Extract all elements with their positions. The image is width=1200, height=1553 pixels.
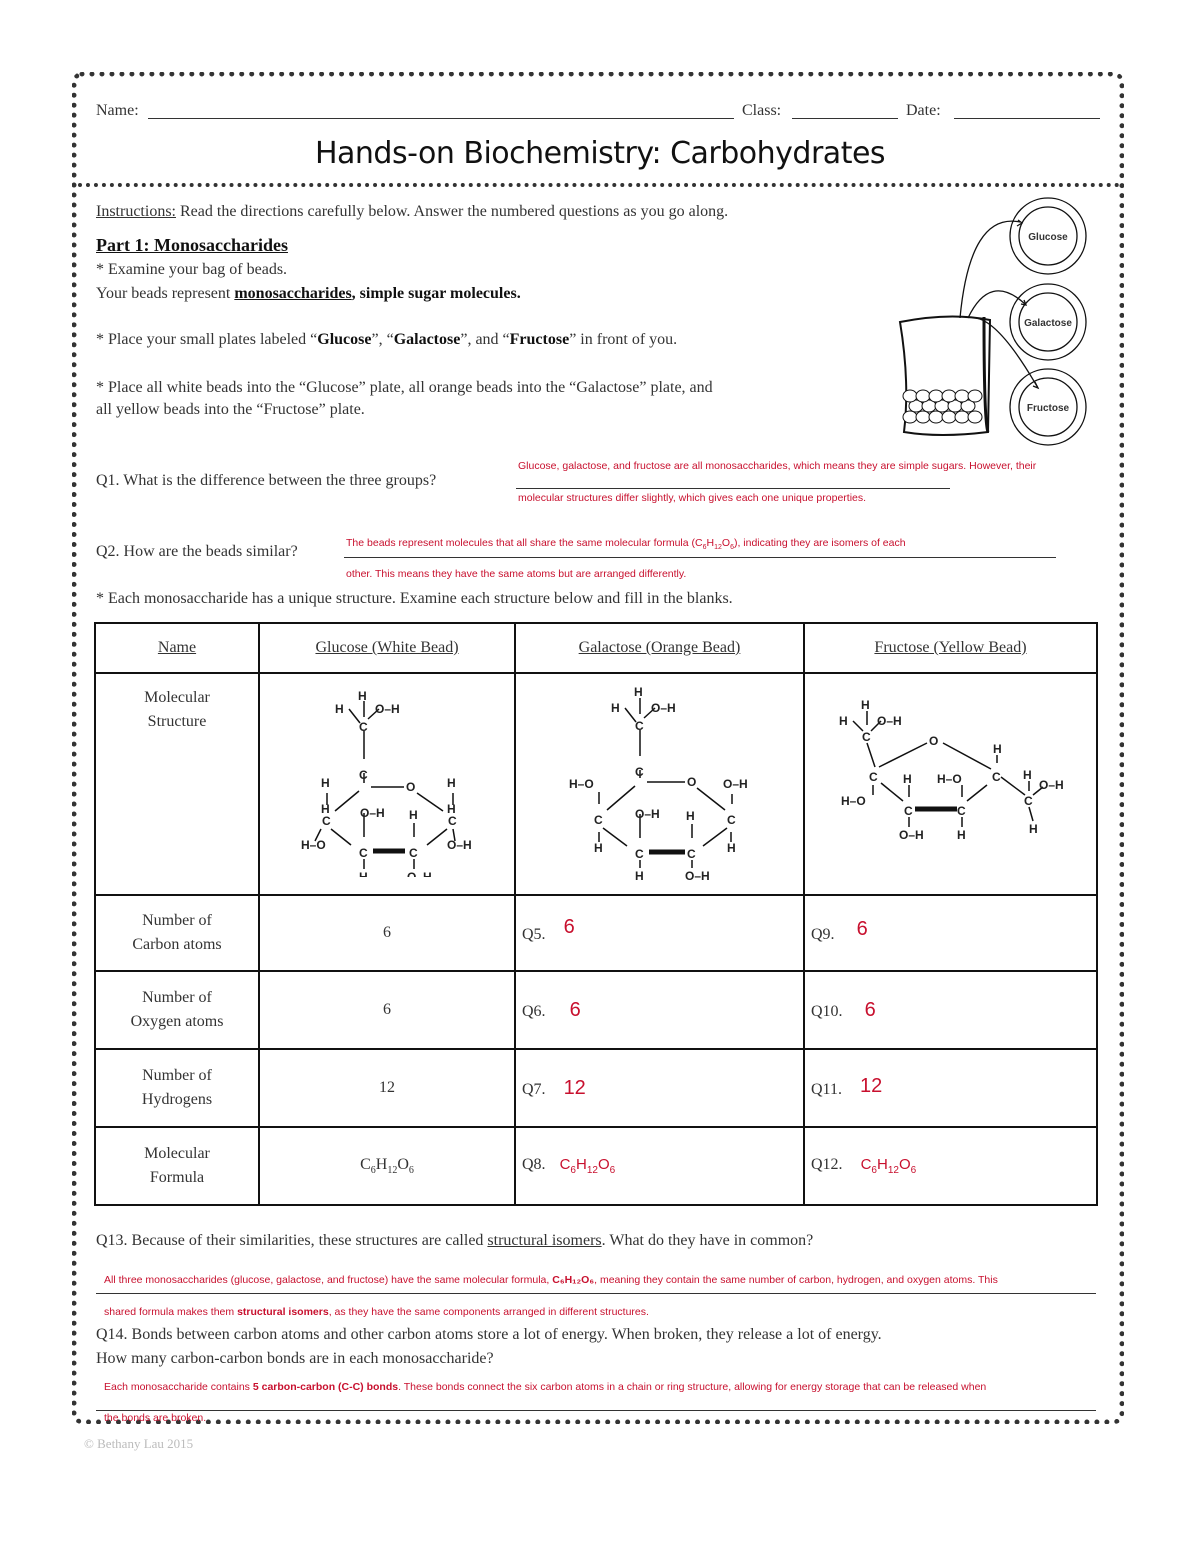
class-label: Class: bbox=[742, 102, 782, 119]
q13-a1-post: , meaning they contain the same number of carbon, hydrogen, and oxygen atoms. This bbox=[594, 1274, 998, 1286]
table-row-formula bbox=[95, 1127, 1097, 1205]
header-name: Name bbox=[157, 639, 197, 656]
gf-c: C bbox=[360, 1155, 371, 1173]
part1-line1: * Examine your bag of beads. bbox=[96, 261, 288, 278]
svg-text:O–H: O–H bbox=[876, 713, 902, 728]
q13-answer-line[interactable] bbox=[96, 1293, 1096, 1294]
row-label-hydrogen-1: Number of bbox=[142, 1067, 212, 1084]
q8-label: Q8. bbox=[522, 1156, 546, 1173]
q1-answer-line1: Glucose, galactose, and fructose are all monosaccharides, which means they are simple sugars. However, their bbox=[518, 460, 1037, 472]
svg-text:C: C bbox=[956, 803, 966, 818]
svg-text:H: H bbox=[610, 700, 620, 715]
svg-text:C: C bbox=[726, 812, 736, 827]
header-fructose: Fructose (Yellow Bead) bbox=[874, 639, 1027, 656]
svg-text:O: O bbox=[928, 733, 938, 748]
glucose-formula bbox=[259, 1127, 515, 1205]
svg-text:H: H bbox=[685, 808, 695, 823]
svg-text:H–O: H–O bbox=[936, 771, 962, 786]
q12-c: C bbox=[860, 1156, 872, 1173]
svg-text:H: H bbox=[1022, 767, 1032, 782]
row-label-formula-2: Formula bbox=[149, 1169, 205, 1186]
gf-12: 12 bbox=[387, 1165, 398, 1177]
instructions-label: Instructions: bbox=[96, 203, 176, 220]
svg-text:H: H bbox=[860, 697, 870, 712]
q8-h: H bbox=[575, 1156, 587, 1173]
svg-text:C: C bbox=[359, 767, 368, 782]
bag-and-plates-figure bbox=[880, 192, 1105, 454]
part1-heading: Part 1: Monosaccharides bbox=[96, 235, 288, 255]
q13-term: structural isomers bbox=[487, 1232, 602, 1249]
svg-text:H: H bbox=[902, 771, 912, 786]
q8-6b: 6 bbox=[609, 1165, 616, 1176]
svg-text:H: H bbox=[634, 868, 644, 882]
svg-text:C: C bbox=[991, 769, 1001, 784]
q12-o: O bbox=[898, 1156, 911, 1173]
svg-text:H: H bbox=[992, 741, 1002, 756]
q8-6: 6 bbox=[570, 1165, 576, 1176]
q2-ans-post: ), indicating they are isomers of each bbox=[733, 537, 906, 549]
svg-text:C: C bbox=[634, 846, 644, 861]
row-label-carbon-1: Number of bbox=[142, 912, 212, 929]
table-row-hydrogen bbox=[95, 1049, 1097, 1127]
header-galactose: Galactose (Orange Bead) bbox=[578, 639, 741, 656]
q14-a1-post: . These bonds connect the six carbon atoms in a chain or ring structure, allowing for energy storage that can be released when bbox=[398, 1381, 987, 1393]
q2-answer-line[interactable] bbox=[344, 557, 1056, 558]
table-header-row bbox=[95, 623, 1097, 673]
class-field[interactable] bbox=[792, 118, 898, 119]
svg-text:H: H bbox=[409, 807, 418, 822]
gf-h: H bbox=[375, 1155, 388, 1173]
row-label-formula-1: Molecular bbox=[144, 1145, 210, 1162]
q13-a2-term: structural isomers bbox=[237, 1306, 329, 1318]
svg-text:O–H: O–H bbox=[684, 868, 710, 882]
svg-text:H: H bbox=[838, 713, 848, 728]
part1-line4a: * Place all white beads into the “Glucose” plate, all orange beads into the “Galactose” plate, and bbox=[96, 379, 713, 396]
svg-text:O–H: O–H bbox=[407, 869, 432, 877]
svg-text:C: C bbox=[593, 812, 603, 827]
glucose-hydrogen: 12 bbox=[259, 1049, 515, 1127]
line2-term: monosaccharides bbox=[234, 285, 352, 302]
svg-text:O–H: O–H bbox=[447, 837, 472, 852]
q11-label: Q11. bbox=[811, 1080, 842, 1098]
q1-question: Q1. What is the difference between the three groups? bbox=[96, 472, 437, 489]
svg-text:H: H bbox=[633, 684, 643, 699]
q6-label: Q6. bbox=[522, 1002, 546, 1020]
page-title: Hands-on Biochemistry: Carbohydrates bbox=[314, 136, 886, 171]
q12-answer[interactable] bbox=[860, 1156, 917, 1176]
svg-text:C: C bbox=[686, 846, 696, 861]
line3-galactose: Galactose bbox=[393, 331, 461, 348]
svg-text:H: H bbox=[726, 840, 736, 855]
table-row-oxygen bbox=[95, 971, 1097, 1049]
svg-text:O–H: O–H bbox=[898, 827, 924, 842]
svg-text:O–H: O–H bbox=[1038, 777, 1064, 792]
svg-text:H: H bbox=[335, 701, 344, 716]
monosaccharide-table bbox=[94, 622, 1098, 1206]
date-label: Date: bbox=[906, 102, 941, 119]
q13-pre: Q13. Because of their similarities, these structures are called bbox=[96, 1232, 488, 1249]
glucose-structure-cell bbox=[259, 673, 515, 895]
line3-fructose: Fructose bbox=[509, 331, 570, 348]
q12-6b: 6 bbox=[910, 1165, 917, 1176]
q2-answer-line1 bbox=[346, 537, 906, 551]
q14-answer-line1 bbox=[104, 1381, 986, 1393]
svg-text:H–O: H–O bbox=[301, 837, 326, 852]
q2-ans-pre: The beads represent molecules that all share the same molecular formula (C bbox=[346, 537, 703, 549]
instructions-text: Read the directions carefully below. Answer the numbered questions as you go along. bbox=[176, 203, 729, 220]
svg-text:O–H: O–H bbox=[360, 805, 385, 820]
q12-h: H bbox=[876, 1156, 888, 1173]
svg-text:O–H: O–H bbox=[722, 776, 748, 791]
line3-d: ” in front of you. bbox=[569, 331, 678, 348]
copyright: © Bethany Lau 2015 bbox=[84, 1436, 194, 1451]
q2-sub6b: 6 bbox=[730, 544, 734, 552]
q13-post: . What do they have in common? bbox=[601, 1232, 814, 1249]
gf-6b: 6 bbox=[408, 1165, 414, 1177]
svg-text:C: C bbox=[861, 729, 871, 744]
part1-line2 bbox=[96, 285, 521, 303]
q1-answer-line2: molecular structures differ slightly, which gives each one unique properties. bbox=[518, 492, 867, 504]
q8-12: 12 bbox=[586, 1165, 598, 1176]
row-label-oxygen-1: Number of bbox=[142, 989, 212, 1006]
fructose-structure bbox=[821, 697, 1081, 867]
structure-note: * Each monosaccharide has a unique structure. Examine each structure below and fill in the blanks. bbox=[96, 590, 733, 607]
q14-a1-term: 5 carbon-carbon (C-C) bonds bbox=[252, 1381, 399, 1393]
q2-ans-o: O bbox=[721, 537, 731, 549]
svg-text:H: H bbox=[956, 827, 966, 842]
q2-question: Q2. How are the beads similar? bbox=[96, 543, 298, 560]
part1-line3 bbox=[96, 331, 677, 349]
q12-6: 6 bbox=[871, 1165, 877, 1176]
plate-galactose-label: Galactose bbox=[1024, 318, 1072, 329]
svg-text:C: C bbox=[1023, 793, 1033, 808]
svg-text:O–H: O–H bbox=[634, 806, 660, 821]
row-label-carbon-2: Carbon atoms bbox=[132, 936, 222, 953]
q5-answer[interactable]: 6 bbox=[563, 915, 575, 938]
svg-text:O–H: O–H bbox=[650, 700, 676, 715]
q11-answer[interactable]: 12 bbox=[859, 1074, 883, 1097]
q8-c: C bbox=[559, 1156, 571, 1173]
q2-sub12: 12 bbox=[714, 544, 722, 552]
galactose-structure bbox=[555, 682, 765, 882]
date-field[interactable] bbox=[954, 118, 1100, 119]
svg-text:C: C bbox=[409, 845, 418, 860]
svg-text:H–O: H–O bbox=[568, 776, 594, 791]
svg-text:C: C bbox=[903, 803, 913, 818]
table-row-carbon bbox=[95, 895, 1097, 971]
line2-post: , simple sugar molecules. bbox=[351, 285, 521, 302]
title-divider bbox=[78, 183, 1120, 187]
q14-answer-line2: the bonds are broken. bbox=[104, 1412, 207, 1424]
svg-text:C: C bbox=[448, 813, 457, 828]
svg-text:C: C bbox=[322, 813, 331, 828]
q9-answer[interactable]: 6 bbox=[856, 917, 868, 940]
row-label-structure-1: Molecular bbox=[144, 689, 210, 706]
q6-answer[interactable]: 6 bbox=[569, 998, 581, 1021]
q14-question-line2: How many carbon-carbon bonds are in each monosaccharide? bbox=[96, 1350, 494, 1367]
gf-6: 6 bbox=[370, 1165, 376, 1177]
line3-a: * Place your small plates labeled “ bbox=[96, 331, 318, 348]
q13-a2-post: , as they have the same components arranged in different structures. bbox=[328, 1306, 649, 1318]
line2-pre: Your beads represent bbox=[96, 285, 235, 302]
glucose-oxygen: 6 bbox=[259, 971, 515, 1049]
instructions bbox=[96, 203, 728, 221]
svg-text:H: H bbox=[593, 840, 603, 855]
svg-text:H: H bbox=[321, 801, 330, 816]
q12-12: 12 bbox=[887, 1165, 899, 1176]
q1-answer-line[interactable] bbox=[516, 488, 950, 489]
gf-o: O bbox=[397, 1155, 409, 1173]
fructose-structure-cell bbox=[804, 673, 1097, 895]
q13-answer-line1 bbox=[104, 1274, 998, 1286]
q13-answer-line2 bbox=[104, 1306, 649, 1318]
line3-c: ”, and “ bbox=[460, 331, 510, 348]
glucose-carbon: 6 bbox=[259, 895, 515, 971]
q7-label: Q7. bbox=[522, 1080, 546, 1098]
svg-text:C: C bbox=[359, 719, 368, 734]
svg-text:H–O: H–O bbox=[840, 793, 866, 808]
svg-text:H: H bbox=[447, 801, 456, 816]
name-field[interactable] bbox=[148, 118, 734, 119]
header-glucose: Glucose (White Bead) bbox=[315, 639, 459, 656]
q12-label: Q12. bbox=[811, 1156, 843, 1173]
part1-line4b: all yellow beads into the “Fructose” plate. bbox=[96, 401, 365, 418]
q2-sub6: 6 bbox=[702, 544, 707, 552]
line3-glucose: Glucose bbox=[317, 331, 372, 348]
q13-question bbox=[96, 1232, 813, 1250]
svg-text:C: C bbox=[634, 764, 644, 779]
svg-text:C: C bbox=[359, 845, 368, 860]
q8-answer[interactable] bbox=[559, 1156, 616, 1176]
svg-text:O–H: O–H bbox=[375, 701, 400, 716]
table-row-structure bbox=[95, 673, 1097, 895]
svg-text:H: H bbox=[1028, 821, 1038, 836]
q2-answer-line2: other. This means they have the same atoms but are arranged differently. bbox=[346, 568, 687, 580]
svg-text:C: C bbox=[634, 718, 644, 733]
q7-answer[interactable]: 12 bbox=[563, 1076, 586, 1099]
q14-answer-line[interactable] bbox=[96, 1410, 1096, 1411]
galactose-structure-cell bbox=[515, 673, 804, 895]
q8-o: O bbox=[597, 1156, 610, 1173]
svg-text:H: H bbox=[321, 775, 330, 790]
row-label-hydrogen-2: Hydrogens bbox=[141, 1091, 213, 1108]
q13-a2-pre: shared formula makes them bbox=[104, 1306, 238, 1318]
q13-a1-formula: C₆H₁₂O₆ bbox=[552, 1274, 595, 1286]
q14-question-line1: Q14. Bonds between carbon atoms and other carbon atoms store a lot of energy. When broken, they release a lot of energy. bbox=[96, 1326, 882, 1343]
svg-text:O: O bbox=[406, 779, 416, 794]
q14-a1-pre: Each monosaccharide contains bbox=[104, 1381, 253, 1393]
q5-label: Q5. bbox=[522, 925, 546, 943]
svg-text:H: H bbox=[359, 869, 368, 877]
q9-label: Q9. bbox=[811, 925, 835, 943]
glucose-structure bbox=[287, 687, 487, 877]
svg-text:H: H bbox=[447, 775, 456, 790]
svg-text:H: H bbox=[358, 688, 367, 703]
q2-ans-h: H bbox=[706, 537, 715, 549]
q10-answer[interactable]: 6 bbox=[864, 998, 876, 1021]
q10-label: Q10. bbox=[811, 1002, 843, 1020]
row-label-structure-2: Structure bbox=[147, 713, 207, 730]
line3-b: ”, “ bbox=[371, 331, 394, 348]
plate-fructose-label: Fructose bbox=[1026, 403, 1070, 414]
q13-a1-pre: All three monosaccharides (glucose, galactose, and fructose) have the same molecular formula, bbox=[104, 1274, 553, 1286]
name-label: Name: bbox=[96, 102, 139, 119]
row-label-oxygen-2: Oxygen atoms bbox=[130, 1013, 224, 1030]
svg-text:C: C bbox=[868, 769, 878, 784]
svg-text:O: O bbox=[686, 774, 696, 789]
plate-glucose-label: Glucose bbox=[1028, 232, 1068, 243]
